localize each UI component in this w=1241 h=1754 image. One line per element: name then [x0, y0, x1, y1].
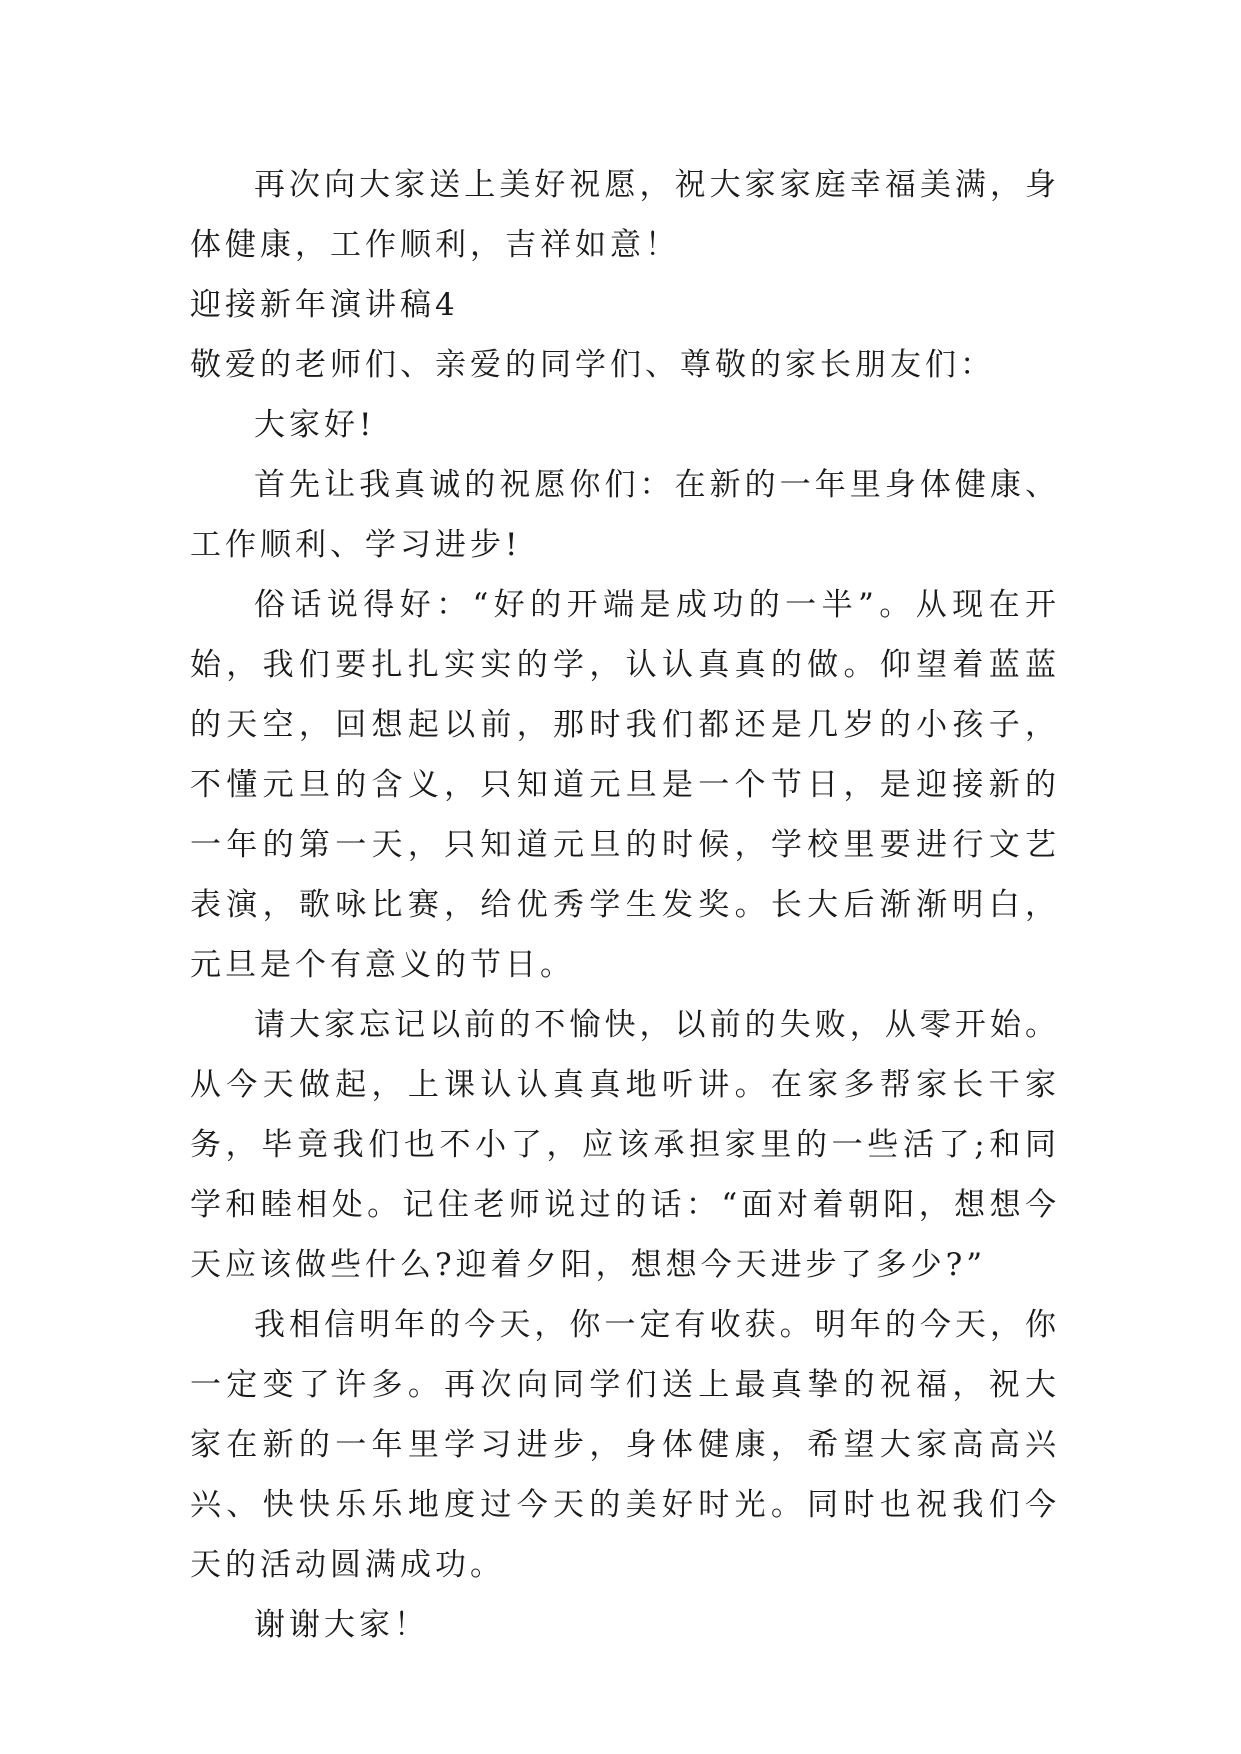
- document-body: [190, 155, 1060, 1655]
- body-paragraph-proverb: 俗话说得好：“好的开端是成功的一半”。从现在开始，我们要扎扎实实的学，认认真真的做。仰望着蓝蓝的天空，回想起以前，那时我们都还是几岁的小孩子，不懂元旦的含义，只知道元旦是一个节日，是迎接新的一年的第一天，只知道元旦的时候，学校里要进行文艺表演，歌咏比赛，给优秀学生发奖。长大后渐渐明白，元旦是个有意义的节日。: [190, 587, 1060, 983]
- greeting-paragraph: 大家好!: [254, 407, 376, 443]
- body-paragraph-fresh-start: 请大家忘记以前的不愉快，以前的失败，从零开始。从今天做起，上课认认真真地听讲。在家多帮家长干家务，毕竟我们也不小了，应该承担家里的一些活了;和同学和睦相处。记住老师说过的话：“面对着朝阳，想想今天应该做些什么?迎着夕阳，想想今天进步了多少?”: [190, 1007, 1060, 1283]
- opening-wishes-paragraph: 首先让我真诚的祝愿你们：在新的一年里身体健康、工作顺利、学习进步!: [190, 467, 1060, 563]
- body-paragraph-blessing: 我相信明年的今天，你一定有收获。明年的今天，你一定变了许多。再次向同学们送上最真挚的祝福，祝大家在新的一年里学习进步，身体健康，希望大家高高兴兴、快快乐乐地度过今天的美好时光。同时也祝我们今天的活动圆满成功。: [190, 1307, 1060, 1583]
- salutation: 敬爱的老师们、亲爱的同学们、尊敬的家长朋友们：: [190, 347, 995, 383]
- thanks-paragraph: 谢谢大家！: [254, 1607, 429, 1643]
- speech-title: 迎接新年演讲稿4: [190, 287, 459, 323]
- closing-wishes-paragraph: 再次向大家送上美好祝愿，祝大家家庭幸福美满，身体健康，工作顺利，吉祥如意！: [190, 167, 1060, 263]
